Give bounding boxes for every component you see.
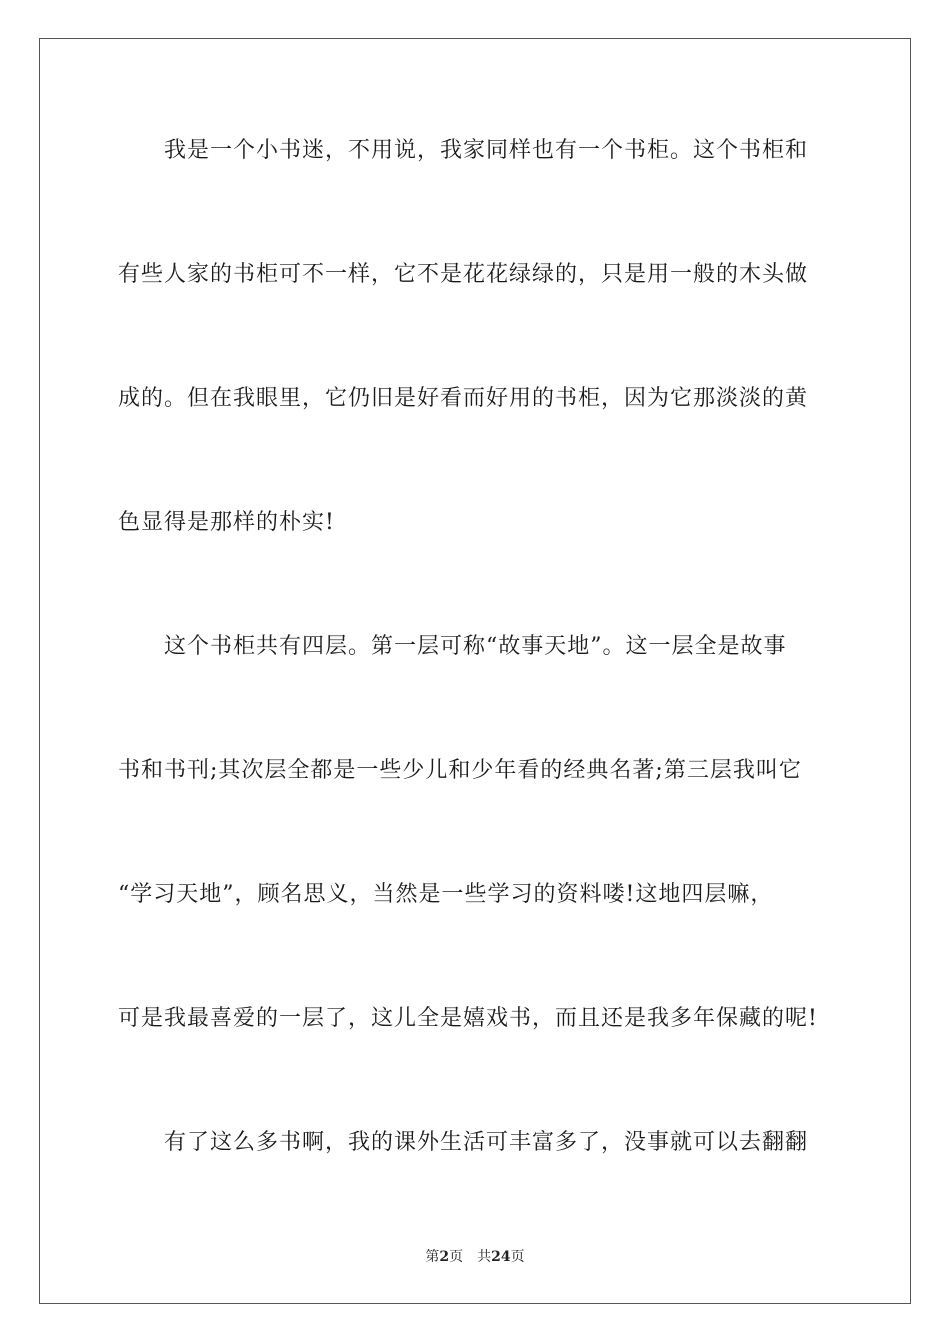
paragraph-2-line-1: 这个书柜共有四层。第一层可称“故事天地”。这一层全是故事 xyxy=(164,634,787,659)
footer-total-suffix: 页 xyxy=(510,1249,525,1265)
paragraph-3-line-1: 有了这么多书啊，我的课外生活可丰富多了，没事就可以去翻翻 xyxy=(164,1130,809,1155)
page-footer xyxy=(0,1248,950,1266)
paragraph-2-line-4: 可是我最喜爱的一层了，这儿全是嬉戏书，而且还是我多年保藏的呢! xyxy=(118,1006,818,1031)
footer-page-number: 2 xyxy=(439,1249,450,1265)
paragraph-1-line-2: 有些人家的书柜可不一样，它不是花花绿绿的，只是用一般的木头做 xyxy=(118,262,809,287)
paragraph-1-line-1: 我是一个小书迷，不用说，我家同样也有一个书柜。这个书柜和 xyxy=(164,138,809,163)
footer-total-pages: 24 xyxy=(491,1249,511,1265)
footer-total-prefix: 共 xyxy=(477,1249,492,1265)
paragraph-1-line-3: 成的。但在我眼里，它仍旧是好看而好用的书柜，因为它那淡淡的黄 xyxy=(118,386,809,411)
paragraph-1-line-4: 色显得是那样的朴实! xyxy=(118,510,335,535)
paragraph-2-line-3: “学习天地”，顾名思义，当然是一些学习的资料喽!这地四层嘛， xyxy=(118,882,774,907)
footer-page-suffix: 页 xyxy=(449,1249,464,1265)
page-frame xyxy=(39,38,911,1304)
footer-page-prefix: 第 xyxy=(425,1249,440,1265)
paragraph-2-line-2: 书和书刊;其次层全都是一些少儿和少年看的经典名著;第三层我叫它 xyxy=(118,758,802,783)
